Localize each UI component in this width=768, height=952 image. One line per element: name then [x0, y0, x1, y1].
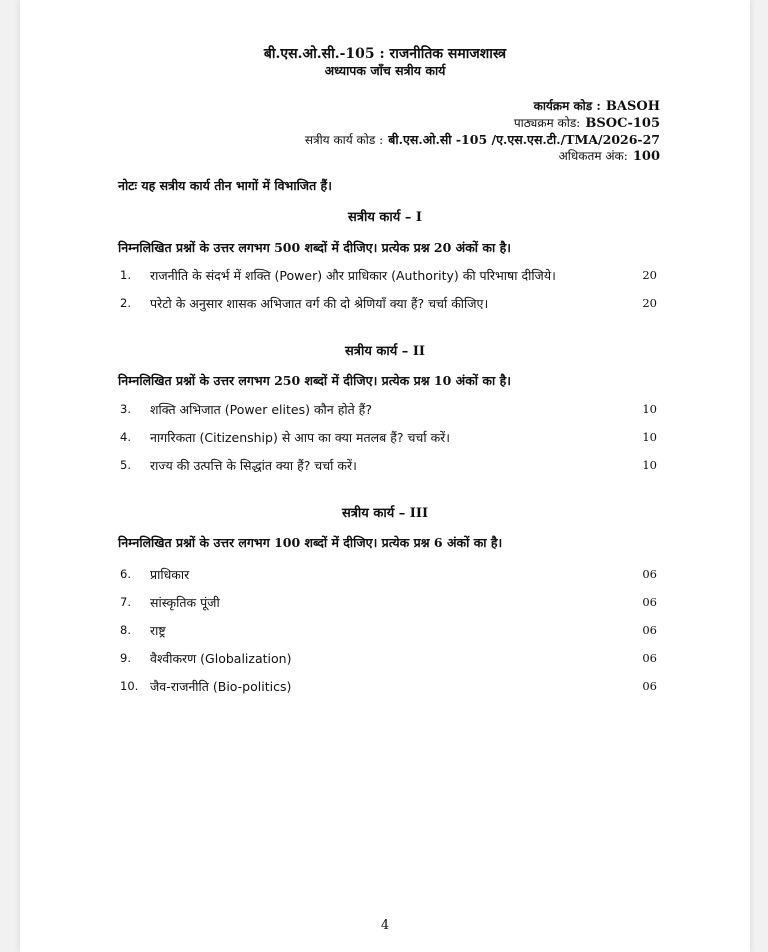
question-marks: 10 [642, 430, 657, 444]
question-marks: 10 [642, 458, 657, 472]
question-number: 4. [120, 430, 131, 444]
question-text: परेटो के अनुसार शासक अभिजात वर्ग की दो श्रेणियाँ क्या हैं? चर्चा कीजिए। [150, 296, 489, 311]
course-code-value: BSOC-105 [585, 116, 660, 131]
document-subtitle: अध्यापक जाँच सत्रीय कार्य [324, 63, 446, 78]
section-title: सत्रीय कार्य – II [344, 344, 425, 359]
document-page [20, 0, 750, 952]
question-marks: 06 [642, 595, 657, 609]
question-number: 7. [120, 595, 131, 609]
question-text: शक्ति अभिजात (Power elites) कौन होते हैं? [150, 402, 372, 417]
question-marks: 06 [642, 651, 657, 665]
section-title: सत्रीय कार्य – I [348, 210, 422, 225]
question-marks: 10 [642, 402, 657, 416]
question-number: 9. [120, 651, 131, 665]
question-text: वैश्वीकरण (Globalization) [150, 651, 292, 666]
question-number: 5. [120, 458, 131, 472]
question-marks: 20 [642, 268, 657, 282]
max-marks-label: अधिकतम अंक: [558, 149, 628, 163]
max-marks-value: 100 [632, 149, 660, 164]
question-number: 2. [120, 296, 131, 310]
programme-code-value: BASOH [605, 99, 660, 114]
question-marks: 06 [642, 623, 657, 637]
question-number: 8. [120, 623, 131, 637]
question-text: नागरिकता (Citizenship) से आप का क्या मतलब हैं? चर्चा करें। [150, 430, 451, 445]
question-text: राजनीति के संदर्भ में शक्ति (Power) और प्राधिकार (Authority) की परिभाषा दीजिये। [150, 268, 556, 283]
question-text: राज्य की उत्पत्ति के सिद्धांत क्या हैं? चर्चा करें। [150, 458, 357, 473]
section-instruction: निम्नलिखित प्रश्नों के उत्तर लगभग 500 शब्दों में दीजिए। प्रत्येक प्रश्न 20 अंकों का है। [118, 240, 511, 255]
assignment-code-value: बी.एस.ओ.सी -105 /ए.एस.एस.टी./TMA/2026-27 [388, 132, 660, 147]
document-title: बी.एस.ओ.सी.-105 : राजनीतिक समाजशास्त्र [263, 46, 507, 62]
question-marks: 20 [642, 296, 657, 310]
question-marks: 06 [642, 679, 657, 693]
question-marks: 06 [642, 567, 657, 581]
question-number: 10. [120, 679, 139, 693]
page-number: 4 [380, 918, 390, 933]
question-text: सांस्कृतिक पूंजी [150, 595, 220, 610]
assignment-code-label: सत्रीय कार्य कोड : [304, 133, 384, 147]
question-text: प्राधिकार [150, 567, 190, 582]
section-title: सत्रीय कार्य – III [341, 506, 429, 521]
programme-code-label: कार्यक्रम कोड : [533, 99, 601, 113]
note-text: नोटः यह सत्रीय कार्य तीन भागों में विभाजित हैं। [118, 178, 332, 193]
question-number: 3. [120, 402, 131, 416]
course-code-label: पाठ्यक्रम कोड: [513, 116, 581, 130]
question-text: जैव-राजनीति (Bio-politics) [150, 679, 292, 694]
max-marks [559, 145, 660, 164]
question-text: राष्ट्र [150, 623, 166, 638]
section-instruction: निम्नलिखित प्रश्नों के उत्तर लगभग 100 शब्दों में दीजिए। प्रत्येक प्रश्न 6 अंकों का है। [118, 535, 503, 550]
question-number: 6. [120, 567, 131, 581]
section-instruction: निम्नलिखित प्रश्नों के उत्तर लगभग 250 शब्दों में दीजिए। प्रत्येक प्रश्न 10 अंकों का है। [118, 373, 511, 388]
question-number: 1. [120, 268, 131, 282]
